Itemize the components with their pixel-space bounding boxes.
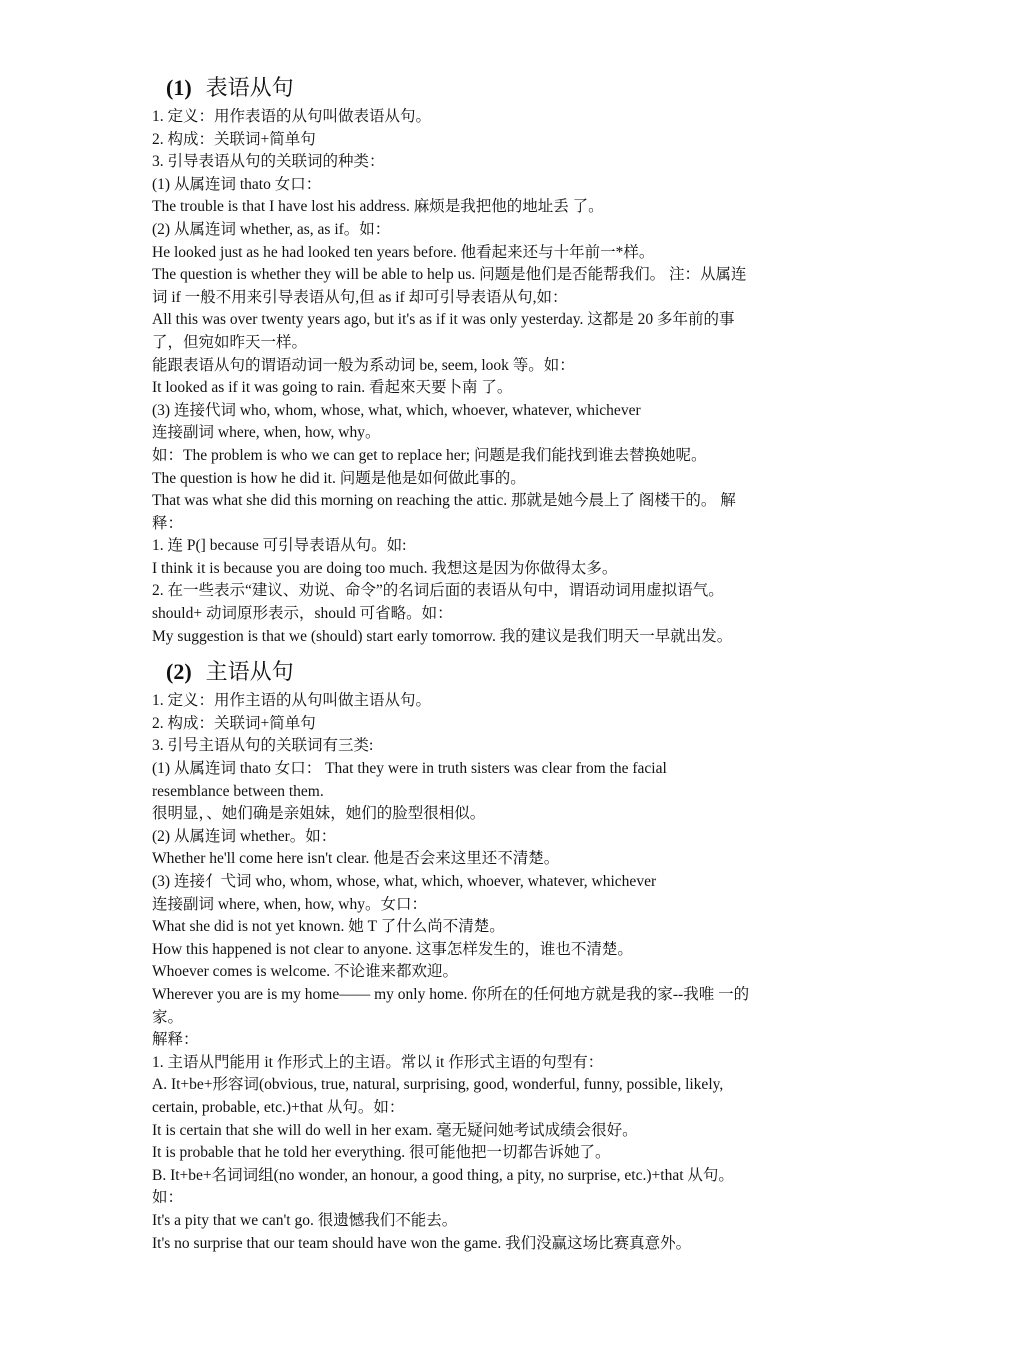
text-line: It is certain that she will do well in her exam. 毫无疑问她考试成绩会很好。 [152, 1121, 638, 1139]
text-line: certain, probable, etc.)+that 从句。如： [152, 1098, 405, 1116]
text-line: It's a pity that we can't go. 很遗憾我们不能去。 [152, 1211, 458, 1229]
text-line: 家。 [152, 1008, 184, 1026]
text-line: It's no surprise that our team should have won the game. 我们没赢这场比赛真意外。 [152, 1234, 692, 1252]
text-line: (2) 从属连词 whether。如： [152, 827, 337, 845]
section-2-body [152, 690, 872, 1255]
text-line: 3. 引导表语从句的关联词的种类： [152, 153, 385, 171]
text-line: 很明显，、她们确是亲姐妹，她们的脸型很相似。 [152, 805, 486, 823]
text-line: The question is how he did it. 问题是他是如何做此事的。 [152, 469, 526, 487]
text-line: 词 if 一般不用来引导表语从句,但 as if 却可引导表语从句,如： [152, 288, 568, 306]
text-line: 1. 定义：用作表语的从句叫做表语从句。 [152, 108, 432, 125]
text-line: What she did is not yet known. 她 T 了什么尚不清楚。 [152, 918, 505, 936]
text-line: It is probable that he told her everything. 很可能他把一切都告诉她了。 [152, 1144, 611, 1162]
text-line: (2) 从属连词 whether, as, as if。如： [152, 220, 391, 238]
text-line: (3) 连接代词 who, whom, whose, what, which, whoever, whatever, whichever [152, 401, 641, 419]
text-line: 2. 构成：关联词+简单句 [152, 714, 316, 732]
text-line: My suggestion is that we (should) start early tomorrow. 我的建议是我们明天一早就出发。 [152, 627, 733, 645]
text-line: All this was over twenty years ago, but it's as if it was only yesterday. 这都是 20 多年前的事 [152, 311, 735, 329]
section-1-heading [166, 70, 872, 106]
text-line: 连接副词 where, when, how, why。 [152, 424, 381, 442]
text-line: 1. 定义：用作主语的从句叫做主语从句。 [152, 692, 432, 710]
text-line: I think it is because you are doing too much. 我想这是因为你做得太多。 [152, 559, 618, 577]
text-line: 释： [152, 514, 184, 532]
section-2-heading [166, 654, 872, 690]
text-line: (1) 从属连词 thato 女口： That they were in truth sisters was clear from the facial [152, 760, 667, 778]
text-line: 了，但宛如昨天一样。 [152, 333, 308, 351]
section-2-title: 主语从句 [205, 659, 294, 685]
text-line: should+ 动词原形表示，should 可省略。如： [152, 605, 453, 623]
section-2-number: (2) [166, 659, 192, 685]
text-line: B. It+be+名词词组(no wonder, an honour, a good thing, a pity, no surprise, etc.)+that 从句。 [152, 1166, 734, 1184]
text-line: 1. 主语从門能用 it 作形式上的主语。常以 it 作形式主语的句型有： [152, 1053, 604, 1071]
text-line: (1) 从属连词 thato 女口： [152, 175, 322, 193]
text-line: 连接副词 where, when, how, why。女口： [152, 895, 427, 913]
text-line: How this happened is not clear to anyone. 这事怎样发生的，谁也不清楚。 [152, 940, 633, 958]
text-line: He looked just as he had looked ten years before. 他看起来还与十年前一*样。 [152, 243, 655, 261]
text-line: 1. 连 P(] because 可引导表语从句。如: [152, 537, 407, 555]
text-line: Wherever you are is my home—— my only home. 你所在的任何地方就是我的家--我唯 一的 [152, 985, 750, 1003]
text-line: resemblance between them. [152, 782, 324, 800]
text-line: 如： [152, 1189, 184, 1207]
section-1-number: (1) [166, 75, 192, 100]
text-line: 解释： [152, 1031, 199, 1049]
text-line: 3. 引号主语从句的关联词有三类: [152, 737, 374, 755]
text-line: The trouble is that I have lost his address. 麻烦是我把他的地址丢 了。 [152, 198, 604, 216]
text-line: (3) 连接亻弋词 who, whom, whose, what, which, whoever, whatever, whichever [152, 873, 657, 890]
text-line: Whether he'll come here isn't clear. 他是否会来这里还不清楚。 [152, 850, 560, 868]
section-1-body [152, 106, 872, 648]
text-line: That was what she did this morning on reaching the attic. 那就是她今晨上了 阁楼干的。 解 [152, 492, 736, 510]
document-page [152, 70, 872, 1255]
text-line: 能跟表语从句的谓语动词一般为系动词 be, seem, look 等。如： [152, 356, 575, 374]
text-line: The question is whether they will be able to help us. 问题是他们是否能帮我们。 注：从属连 [152, 266, 747, 284]
text-line: Whoever comes is welcome. 不论谁来都欢迎。 [152, 963, 459, 981]
text-line: 2. 在一些表示“建议、劝说、命令”的名词后面的表语从句中，谓语动词用虚拟语气。 [152, 582, 724, 600]
text-line: A. It+be+形容词(obvious, true, natural, surprising, good, wonderful, funny, possible, likely, [152, 1076, 724, 1094]
text-line: 2. 构成：关联词+简单句 [152, 130, 316, 148]
section-1-title: 表语从句 [205, 75, 294, 100]
text-line: It looked as if it was going to rain. 看起來天要卜南 了。 [152, 379, 513, 397]
text-line: 如：The problem is who we can get to replace her; 问题是我们能找到谁去替换她呢。 [152, 446, 707, 464]
